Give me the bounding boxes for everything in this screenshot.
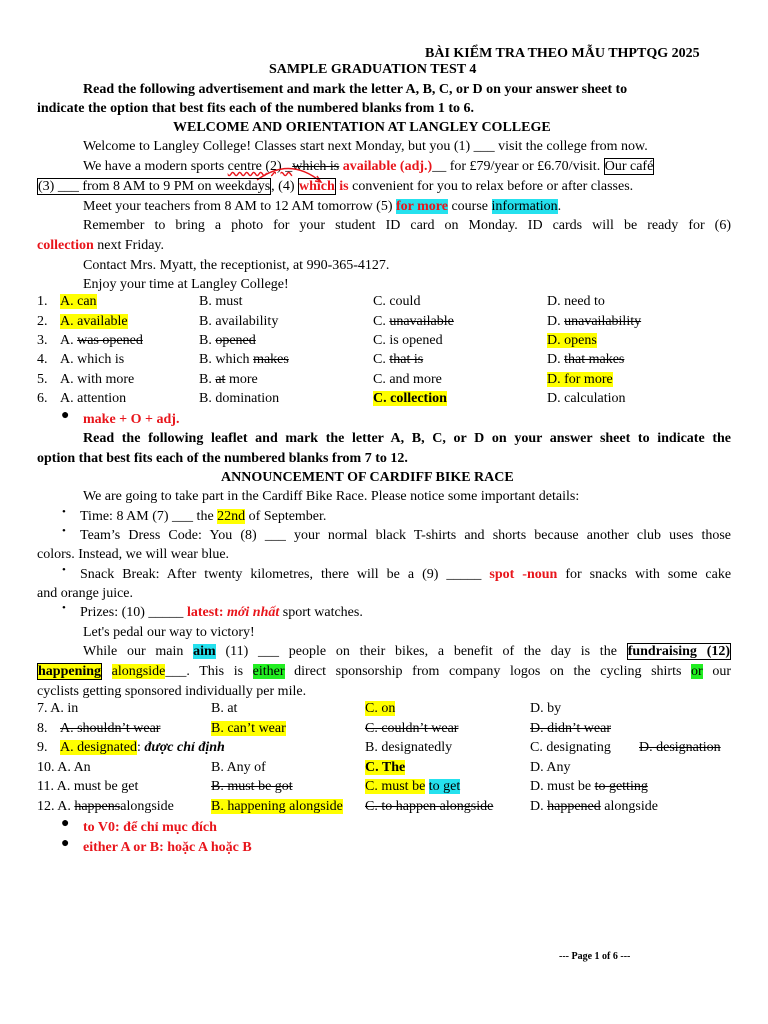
part2-instruction-line2: option that best fits each of the numbered blanks from 7 to 12.: [37, 451, 408, 466]
q7-option-c[interactable]: C. on: [365, 701, 396, 716]
q4-option-a[interactable]: A. which is: [60, 352, 125, 367]
leaflet-snack: Snack Break: After twenty kilometres, there will be a (9) _____ spot -noun for snacks with some cake: [80, 567, 732, 582]
leaflet-dress-code: Team’s Dress Code: You (8) ___ your normal black T-shirts and shorts because another club uses those: [80, 528, 731, 543]
leaflet-prizes: Prizes: (10) _____ latest: mới nhất sport watches.: [80, 605, 363, 620]
passage1-line2: We have a modern sports centre (2) _which is available (adj.)__ for £79/year or £6.70/visit. Our café: [83, 159, 654, 174]
boxed-which: which: [298, 179, 335, 194]
q10-option-c[interactable]: C. The: [365, 760, 406, 775]
q2-option-b[interactable]: B. availability: [199, 314, 279, 329]
passage1-line1: Welcome to Langley College! Classes start next Monday, but you (1) ___ visit the college from now.: [83, 139, 648, 154]
q11-option-b[interactable]: B. must be got: [211, 779, 293, 794]
bullet-icon: •: [62, 602, 66, 614]
q2-option-a[interactable]: A. available: [60, 314, 128, 329]
part2-instruction-line1: Read the following leaflet and mark the letter A, B, C, or D on your answer sheet to indicate the: [83, 431, 731, 446]
page-footer: --- Page 1 of 6 ---: [559, 951, 631, 962]
grammar-note-3: either A or B: hoặc A hoặc B: [83, 840, 252, 855]
q10-option-a[interactable]: 10. A. An: [37, 760, 91, 775]
question-4-number: 4.: [37, 352, 48, 367]
q9-option-d[interactable]: D. designation: [639, 740, 721, 755]
q11-option-c[interactable]: C. must be to get: [365, 779, 461, 794]
q7-option-a[interactable]: 7. A. in: [37, 701, 79, 716]
q9-option-c[interactable]: C. designating: [530, 740, 611, 755]
passage1-line3: (3) ___ from 8 AM to 9 PM on weekdays, (4) which is convenient for you to relax before or after classes.: [38, 179, 634, 194]
q12-option-b[interactable]: B. happening alongside: [211, 799, 343, 814]
q5-option-d[interactable]: D. for more: [547, 372, 613, 387]
bullet-icon: •: [62, 506, 66, 518]
highlight-for-more: for more: [396, 199, 448, 214]
leaflet-main-line2: happening alongside___. This is either direct sponsorship from company logos on the cycling shirts or our: [38, 664, 732, 679]
q4-option-c[interactable]: C. that is: [373, 352, 424, 367]
grammar-note-1: make + O + adj.: [83, 412, 180, 427]
test-subtitle: SAMPLE GRADUATION TEST 4: [269, 62, 477, 77]
passage1-contact: Contact Mrs. Myatt, the receptionist, at 990-365-4127.: [83, 258, 390, 273]
q4-option-d[interactable]: D. that makes: [547, 352, 625, 367]
q6-option-c[interactable]: C. collection: [373, 391, 447, 406]
q10-option-b[interactable]: B. Any of: [211, 760, 266, 775]
leaflet-snack-cont: and orange juice.: [37, 586, 134, 601]
passage1-line4: Meet your teachers from 8 AM to 12 AM tomorrow (5) for more course information.: [83, 199, 562, 214]
question-5-number: 5.: [37, 372, 48, 387]
question-9-number: 9.: [37, 740, 48, 755]
bullet-icon: ●: [61, 836, 70, 851]
q7-option-b[interactable]: B. at: [211, 701, 238, 716]
part2-heading: ANNOUNCEMENT OF CARDIFF BIKE RACE: [221, 470, 514, 485]
q3-option-c[interactable]: C. is opened: [373, 333, 443, 348]
q11-option-d[interactable]: D. must be to getting: [530, 779, 648, 794]
q9-option-a[interactable]: A. designated: được chỉ định: [60, 740, 225, 755]
grammar-note-2: to V0: để chỉ mục đích: [83, 820, 217, 835]
leaflet-dress-code-cont: colors. Instead, we will wear blue.: [37, 547, 230, 562]
question-2-number: 2.: [37, 314, 48, 329]
leaflet-slogan: Let's pedal our way to victory!: [83, 625, 255, 640]
q9-option-b[interactable]: B. designatedly: [365, 740, 453, 755]
q3-option-d[interactable]: D. opens: [547, 333, 597, 348]
q2-option-d[interactable]: D. unavailability: [547, 314, 642, 329]
bullet-icon: ●: [61, 816, 70, 831]
part1-instruction-line2: indicate the option that best fits each of the numbered blanks from 1 to 6.: [37, 101, 474, 116]
q6-option-b[interactable]: B. domination: [199, 391, 280, 406]
q8-option-c[interactable]: C. couldn’t wear: [365, 721, 459, 736]
question-1-number: 1.: [37, 294, 48, 309]
question-3-number: 3.: [37, 333, 48, 348]
q1-option-a[interactable]: A. can: [60, 294, 97, 309]
part1-instruction-line1: Read the following advertisement and mark the letter A, B, C, or D on your answer sheet to: [83, 82, 628, 97]
q6-option-d[interactable]: D. calculation: [547, 391, 626, 406]
q7-option-d[interactable]: D. by: [530, 701, 562, 716]
boxed-happening: happening: [38, 664, 102, 679]
question-6-number: 6.: [37, 391, 48, 406]
q1-option-c[interactable]: C. could: [373, 294, 421, 309]
q8-option-b[interactable]: B. can’t wear: [211, 721, 286, 736]
annotated-centre: centre (2) _: [227, 159, 293, 174]
passage1-closing: Enjoy your time at Langley College!: [83, 277, 289, 292]
question-8-number: 8.: [37, 721, 48, 736]
passage1-line6: collection next Friday.: [37, 238, 165, 253]
q5-option-b[interactable]: B. at more: [199, 372, 258, 387]
q5-option-c[interactable]: C. and more: [373, 372, 442, 387]
q12-option-c[interactable]: C. to happen alongside: [365, 799, 494, 814]
q12-option-d[interactable]: D. happened alongside: [530, 799, 658, 814]
q1-option-b[interactable]: B. must: [199, 294, 243, 309]
leaflet-intro: We are going to take part in the Cardiff Bike Race. Please notice some important details:: [83, 489, 580, 504]
boxed-our-cafe: Our café: [604, 159, 654, 174]
q3-option-a[interactable]: A. was opened: [60, 333, 143, 348]
q3-option-b[interactable]: B. opened: [199, 333, 256, 348]
q2-option-c[interactable]: C. unavailable: [373, 314, 454, 329]
q12-option-a[interactable]: 12. A. happensalongside: [37, 799, 174, 814]
leaflet-time: Time: 8 AM (7) ___ the 22nd of September.: [80, 509, 327, 524]
q4-option-b[interactable]: B. which makes: [199, 352, 289, 367]
boxed-fundraising: fundraising (12): [627, 644, 731, 659]
q10-option-d[interactable]: D. Any: [530, 760, 571, 775]
bullet-icon: ●: [61, 408, 70, 423]
q11-option-a[interactable]: 11. A. must be get: [37, 779, 139, 794]
q5-option-a[interactable]: A. with more: [60, 372, 135, 387]
part1-heading: WELCOME AND ORIENTATION AT LANGLEY COLLEGE: [173, 120, 551, 135]
highlight-information: information: [491, 199, 558, 214]
passage1-line5: Remember to bring a photo for your student ID card on Monday. ID cards will be ready for (6): [83, 218, 731, 233]
bullet-icon: •: [62, 525, 66, 537]
leaflet-main-line1: While our main aim (11) ___ people on their bikes, a benefit of the day is the fundraising (12): [83, 644, 731, 659]
bullet-icon: •: [62, 564, 66, 576]
q1-option-d[interactable]: D. need to: [547, 294, 605, 309]
q8-option-d[interactable]: D. didn’t wear: [530, 721, 611, 736]
q6-option-a[interactable]: A. attention: [60, 391, 127, 406]
leaflet-main-line3: cyclists getting sponsored individually per mile.: [37, 684, 307, 699]
red-annotation-available: available (adj.): [342, 159, 433, 174]
q8-option-a[interactable]: A. shouldn’t wear: [60, 721, 161, 736]
boxed-blank-3: (3) ___ from 8 AM to 9 PM on weekdays: [38, 179, 271, 194]
exam-title: BÀI KIỂM TRA THEO MẪU THPTQG 2025: [425, 46, 700, 61]
